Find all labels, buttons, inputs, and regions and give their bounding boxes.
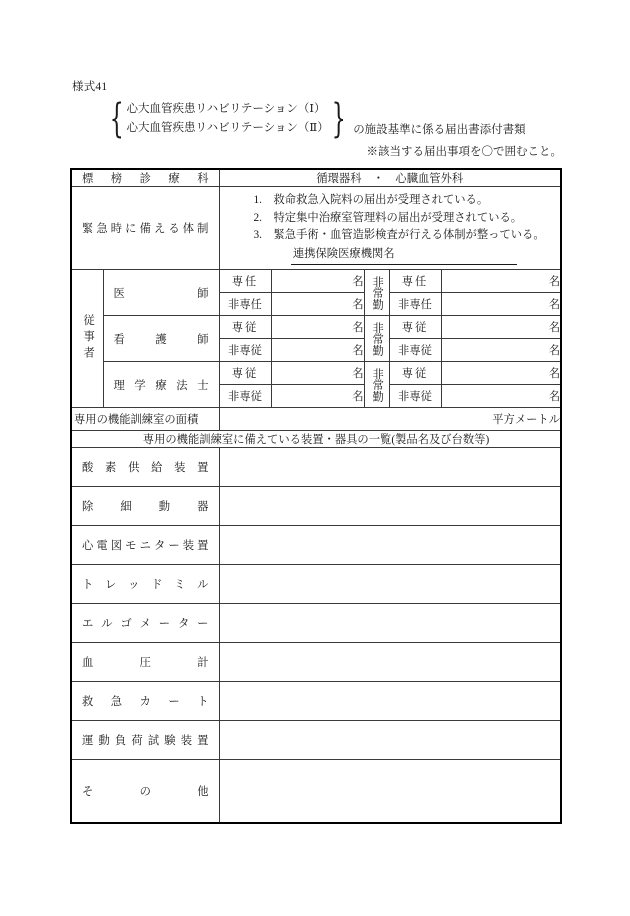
doctor-nonregular-label: 非常勤	[371, 275, 384, 310]
unit-label: 名	[352, 368, 364, 380]
emergency-item[interactable]	[254, 227, 561, 245]
role-label-cell-doctor	[103, 270, 219, 316]
nurse-nonregular-fulltime-count[interactable]	[441, 316, 561, 339]
table-row-area	[71, 408, 561, 431]
form-title	[104, 96, 526, 142]
emergency-item[interactable]	[254, 210, 561, 228]
title-tail: の施設基準に係る届出書添付書類	[353, 124, 526, 136]
equipment-value[interactable]	[219, 565, 561, 604]
equipment-label-cell	[71, 448, 219, 487]
equipment-label: そ の 他	[82, 786, 209, 798]
unit-label: 名	[548, 299, 561, 311]
pt-nonregular-fulltime-count[interactable]	[441, 362, 561, 385]
doctor-fulltime-count[interactable]	[271, 270, 364, 293]
doctor-fulltime-label: 専任	[219, 270, 271, 293]
equipment-value[interactable]	[219, 760, 561, 824]
unit-label: 名	[548, 391, 561, 403]
facility-standard-table	[70, 168, 562, 824]
equipment-label-cell	[71, 604, 219, 643]
nurse-nonregular-parttime-count[interactable]	[441, 339, 561, 362]
equipment-value[interactable]	[219, 604, 561, 643]
pt-nonregular-fulltime-label: 専従	[389, 362, 441, 385]
circle-instruction-note: ※該当する届出事項を〇で囲むこと。	[366, 146, 562, 158]
equipment-label-cell	[71, 565, 219, 604]
table-row-equipment-heading	[71, 431, 561, 448]
nurse-fulltime-label: 専従	[219, 316, 271, 339]
pt-parttime-count[interactable]	[271, 385, 364, 408]
role-label-cell-pt	[103, 362, 219, 408]
unit-label: 名	[352, 391, 364, 403]
table-row-equipment	[71, 643, 561, 682]
nurse-parttime-count[interactable]	[271, 339, 364, 362]
unit-label: 名	[548, 276, 561, 288]
equipment-label: ト レ ッ ド ミ ル	[82, 579, 209, 591]
table-row-equipment	[71, 448, 561, 487]
equipment-heading: 専用の機能訓練室に備えている装置・器具の一覧(製品名及び台数等)	[71, 431, 561, 448]
role-label-pt: 理 学 療 法 士	[113, 379, 209, 392]
equipment-value[interactable]	[219, 526, 561, 565]
unit-label: 名	[352, 299, 364, 311]
table-row-staff-nurse-full	[71, 316, 561, 339]
title-line-2: 心大血管疾患リハビリテーション（Ⅱ）	[126, 122, 329, 134]
table-row-emergency	[71, 187, 561, 270]
emergency-label: 緊 急 時 に 備 え る 体 制	[82, 223, 209, 235]
doctor-parttime-label: 非専任	[219, 293, 271, 316]
nurse-fulltime-count[interactable]	[271, 316, 364, 339]
table-row-equipment	[71, 760, 561, 824]
doctor-nonregular-fulltime-label: 専任	[389, 270, 441, 293]
emergency-label-cell	[71, 187, 219, 270]
unit-label: 名	[548, 368, 561, 380]
table-row-equipment	[71, 682, 561, 721]
department-label: 標 榜 診 療 科	[82, 173, 209, 185]
emergency-item-number: 2.	[253, 211, 262, 224]
unit-label: 名	[352, 345, 364, 357]
title-line-1: 心大血管疾患リハビリテーション（Ⅰ）	[126, 103, 326, 115]
unit-label: 名	[352, 322, 364, 334]
doctor-nonregular-parttime-count[interactable]	[441, 293, 561, 316]
role-label-doctor: 医 師	[113, 287, 209, 300]
equipment-label: 運 動 負 荷 試 験 装 置	[82, 735, 209, 747]
partner-institution-input[interactable]	[397, 250, 517, 265]
table-row-equipment	[71, 487, 561, 526]
pt-fulltime-label: 専従	[219, 362, 271, 385]
emergency-item[interactable]	[254, 192, 561, 210]
emergency-item-number: 3.	[253, 229, 262, 241]
table-row-staff-pt-full	[71, 362, 561, 385]
role-label-cell-nurse	[103, 316, 219, 362]
doctor-nonregular-parttime-label: 非専任	[389, 293, 441, 316]
equipment-label-cell	[71, 760, 219, 824]
equipment-label: 心 電 図 モ ニ タ ー 装 置	[82, 540, 209, 552]
nurse-parttime-label: 非専従	[219, 339, 271, 362]
equipment-value[interactable]	[219, 643, 561, 682]
nurse-nonregular-label: 非常勤	[371, 321, 384, 356]
department-value[interactable]: 循環器科 ・ 心臓血管外科	[219, 169, 561, 187]
equipment-label-cell	[71, 643, 219, 682]
equipment-value[interactable]	[219, 721, 561, 760]
equipment-label: 救 急 カ ー ト	[82, 696, 209, 708]
emergency-item-text: 救命救急入院料の届出が受理されている。	[273, 194, 489, 206]
emergency-item-number: 1.	[253, 194, 262, 206]
emergency-item-text: 緊急手術・血管造影検査が行える体制が整っている。	[273, 229, 545, 241]
area-unit-label: 平方メートル	[492, 414, 561, 426]
staff-group-label: 従事者	[82, 314, 95, 363]
equipment-label-cell	[71, 721, 219, 760]
doctor-nonregular-fulltime-count[interactable]	[441, 270, 561, 293]
equipment-value[interactable]	[219, 448, 561, 487]
table-row-equipment	[71, 526, 561, 565]
pt-nonregular-label-cell	[364, 362, 389, 408]
unit-label: 名	[548, 345, 561, 357]
doctor-nonregular-label-cell	[364, 270, 389, 316]
partner-institution-row	[254, 246, 561, 266]
emergency-items	[220, 187, 561, 269]
pt-nonregular-parttime-label: 非専従	[389, 385, 441, 408]
equipment-value[interactable]	[219, 487, 561, 526]
equipment-value[interactable]	[219, 682, 561, 721]
table-row-department	[71, 169, 561, 187]
nurse-nonregular-parttime-label: 非専従	[389, 339, 441, 362]
equipment-label: 血 圧 計	[82, 657, 209, 669]
table-row-staff-doctor-full	[71, 270, 561, 293]
area-label-cell	[71, 408, 219, 431]
form-number: 様式41	[72, 81, 108, 93]
pt-parttime-label: 非専従	[219, 385, 271, 408]
pt-fulltime-count[interactable]	[271, 362, 364, 385]
emergency-item-text: 特定集中治療室管理料の届出が受理されている。	[273, 211, 523, 224]
equipment-label-cell	[71, 487, 219, 526]
pt-nonregular-label: 非常勤	[371, 367, 384, 402]
nurse-nonregular-label-cell	[364, 316, 389, 362]
table-row-equipment	[71, 604, 561, 643]
area-value-cell[interactable]	[219, 408, 561, 431]
unit-label: 名	[352, 276, 364, 288]
emergency-content-cell	[219, 187, 561, 270]
table-row-equipment	[71, 721, 561, 760]
unit-label: 名	[548, 322, 561, 334]
right-brace-icon: }	[331, 96, 346, 142]
area-label: 専用の機能訓練室の面積	[74, 414, 199, 426]
pt-nonregular-parttime-count[interactable]	[441, 385, 561, 408]
role-label-nurse: 看 護 師	[113, 333, 209, 346]
equipment-label: 酸 素 供 給 装 置	[82, 462, 209, 474]
staff-group-label-cell	[71, 270, 103, 408]
equipment-label: 除 細 動 器	[82, 501, 209, 513]
left-brace-icon: {	[109, 96, 124, 142]
equipment-label: エ ル ゴ メ ー タ ー	[82, 618, 209, 630]
equipment-label-cell	[71, 526, 219, 565]
table-row-equipment	[71, 565, 561, 604]
equipment-label-cell	[71, 682, 219, 721]
department-label-cell	[71, 169, 219, 187]
nurse-nonregular-fulltime-label: 専従	[389, 316, 441, 339]
partner-institution-label: 連携保険医療機関名	[291, 246, 397, 266]
doctor-parttime-count[interactable]	[271, 293, 364, 316]
